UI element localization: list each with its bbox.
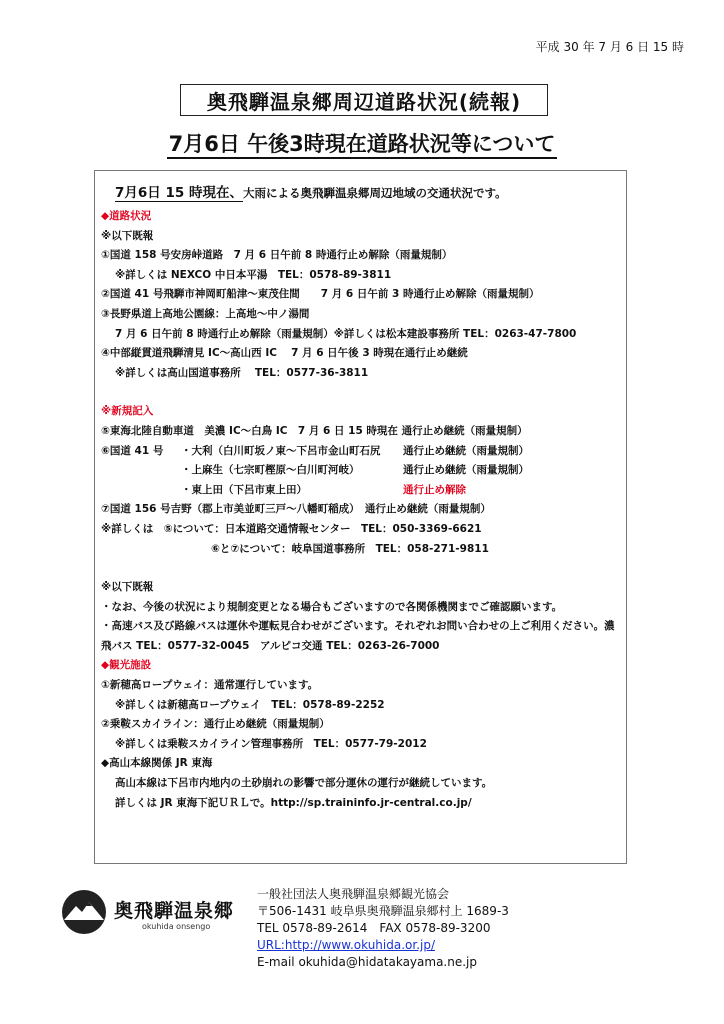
tourism-line: ①新穂高ロープウェイ：通常運行しています。 [101,679,319,692]
other-line: ・なお、今後の状況により規制変更となる場合もございますので各関係機関までご確認願います。 [101,600,563,613]
spacer [101,383,626,402]
subtitle-text: 7月6日 午後3時現在道路状況等について [167,132,558,159]
tourism-line: ※詳しくは乗鞍スカイライン管理事務所 TEL：0577-79-2012 [115,737,427,750]
spacer [101,559,626,578]
email: E-mail okuhida@hidatakayama.ne.jp [257,955,478,969]
new-line-7: ⑦国道 156 号吉野（郡上市美並町三戸～八幡町稲成） 通行止め継続（雨量規制） [101,503,491,516]
okuhida-logo [62,890,246,940]
road-line: ※詳しくは高山国道事務所 TEL：0577-36-3811 [115,366,369,379]
tourism-line: ②乗鞍スカイライン：通行止め継続（雨量規制） [101,718,330,731]
road-status-note: ※以下既報 [101,229,154,242]
other-note: ※以下既報 [101,581,154,594]
road-line: ②国道 41 号飛騨市神岡町船津～東茂住間 7 月 6 日午前 3 時通行止め解除（雨量規制） [101,288,540,301]
tel-fax: TEL 0578-89-2614 FAX 0578-89-3200 [257,921,491,935]
route41-label: ⑥国道 41 号 [101,444,164,457]
new-detail: ⑥と⑦について：岐阜国道事務所 TEL：058-271-9811 [211,542,489,555]
page-title: 奥飛騨温泉郷周辺道路状況(続報) [180,84,548,116]
road-line: 7 月 6 日午前 8 時通行止め解除（雨量規制）※詳しくは松本建設事務所 TEL：0263-47-7800 [115,327,577,340]
tourism-line: ※詳しくは新穂高ロープウェイ TEL：0578-89-2252 [115,698,385,711]
route41-place: ・大利（白川町坂ノ東～下呂市金山町石尻 [181,444,381,457]
route41-row [101,442,626,462]
new-entries-heading: ※新規記入 [101,405,154,418]
intro-line [115,181,626,201]
road-line: ④中部縦貫道飛騨清見 IC～高山西 IC 7 月 6 日午後 3 時現在通行止め継続 [101,347,468,360]
mountain-logo-icon [62,890,106,934]
new-detail: ※詳しくは ⑤について：日本道路交通情報センター TEL：050-3369-6621 [101,522,482,535]
route41-row [101,481,626,501]
intro-time: 7月6日 15 時現在、 [115,185,243,201]
route41-status: 通行止め継続（雨量規制） [403,444,529,457]
jr-line: 高山本線は下呂市内地内の土砂崩れの影響で部分運休の運行が継続しています。 [115,777,493,790]
new-line-5: ⑤東海北陸自動車道 美濃 IC～白鳥 IC 7 月 6 日 15 時現在 通行止め継続（雨量規制） [101,424,528,437]
address: 〒506-1431 岐阜県奥飛騨温泉郷村上 1689-3 [257,904,509,918]
notice-box [94,170,627,864]
route41-status-lifted: 通行止め解除 [403,483,466,496]
route41-row [101,461,626,481]
page-subtitle [0,128,724,158]
org-name: 一般社団法人奥飛騨温泉郷観光協会 [257,887,450,901]
road-line: ※詳しくは NEXCO 中日本平湯 TEL：0578-89-3811 [115,268,392,281]
website-link[interactable]: URL:http://www.okuhida.or.jp/ [257,938,436,952]
intro-text: 大雨による奥飛騨温泉郷周辺地域の交通状況です。 [242,186,507,200]
document-date: 平成 30 年 7 月 6 日 15 時 [535,40,684,54]
contact-block [257,886,509,971]
logo-subtext: okuhida onsengo [142,922,211,931]
tourism-heading: ◆観光施設 [101,659,152,672]
road-line: ③長野県道上高地公園線：上高地～中ノ湯間 [101,307,310,320]
road-line: ①国道 158 号安房峠道路 7 月 6 日午前 8 時通行止め解除（雨量規制） [101,249,453,262]
logo-wordmark: 奥飛騨温泉郷 [114,900,235,922]
route41-status: 通行止め継続（雨量規制） [403,464,529,477]
route41-place: ・東上田（下呂市東上田） [181,483,307,496]
road-status-heading: ◆道路状況 [101,210,152,222]
jr-line: 詳しくは JR 東海下記ＵＲＬで。http://sp.traininfo.jr-central.co.jp/ [115,796,472,809]
jr-heading: ◆高山本線関係 JR 東海 [101,757,213,770]
other-line: ・高速バス及び路線バスは運休や運転見合わせがございます。それぞれお問い合わせの上ご利用ください。濃飛バス TEL：0577-32-0045 アルピコ交通 TEL：0263-26-7000 [101,620,615,652]
route41-place: ・上麻生（七宗町樫原～白川町河岐） [181,464,360,477]
